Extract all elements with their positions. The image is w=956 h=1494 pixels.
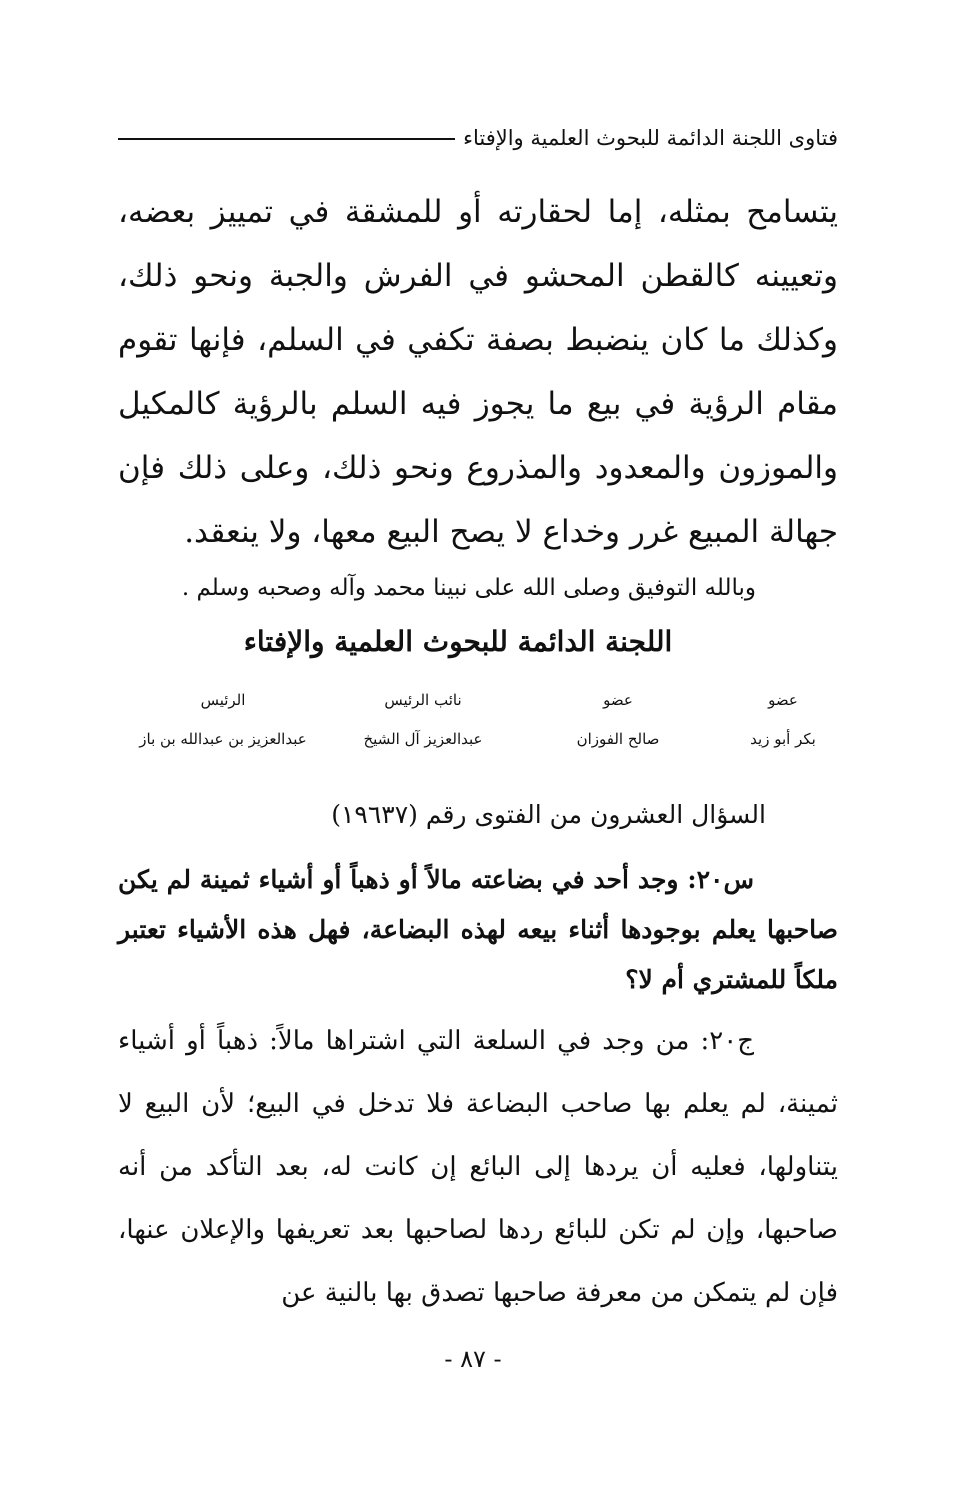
signature-member-3 — [338, 690, 508, 750]
answer-body: ج٢٠: من وجد في السلعة التي اشتراها مالاً: ذهباً أو أشياء ثمينة، لم يعلم بها صاحب البضاعة فلا تدخل في البيع؛ لأن البيع لا يتناولها، فعليه أن يردها إلى البائع إن كانت له، بعد التأكد من أنه صاحبها، وإن لم تكن للبائع ردها لصاحبها بعد تعريفها والإعلان عنها، فإن لم يتمكن من معرفة صاحبها تصدق بها بالنية عن — [118, 1026, 838, 1308]
answer-text — [118, 1010, 838, 1325]
signature-role: نائب الرئيس — [384, 691, 462, 709]
committee-title: اللجنة الدائمة للبحوث العلمية والإفتاء — [243, 625, 673, 658]
header-rule — [118, 138, 455, 140]
signature-name: عبدالعزيز آل الشيخ — [363, 730, 483, 748]
running-header — [118, 118, 838, 158]
question-heading: السؤال العشرون من الفتوى رقم (١٩٦٣٧) — [331, 800, 766, 829]
signature-name: صالح الفوزان — [576, 730, 660, 748]
page-number: - ٨٧ - — [444, 1345, 502, 1373]
signature-name: عبدالعزيز بن عبدالله بن باز — [139, 730, 307, 748]
signature-role: عضو — [768, 691, 798, 709]
body-paragraph: يتسامح بمثله، إما لحقارته أو للمشقة في تمييز بعضه، وتعيينه كالقطن المحشو في الفرش والجبة ونحو ذلك، وكذلك ما كان ينضبط بصفة تكفي في السلم، فإنها تقوم مقام الرؤية في بيع ما يجوز فيه السلم بالرؤية كالمكيل والموزون والمعدود والمذروع ونحو ذلك، وعلى ذلك فإن جهالة المبيع غرر وخداع لا يصح البيع معها، ولا ينعقد. — [118, 194, 838, 550]
question-body: س٢٠: وجد أحد في بضاعته مالاً أو ذهباً أو أشياء ثمينة لم يكن صاحبها يعلم بوجودها أثناء بيعه لهذه البضاعة، فهل هذه الأشياء تعتبر ملكاً للمشتري أم لا؟ — [118, 865, 838, 994]
signature-member-1 — [728, 690, 838, 750]
closing-line: وبالله التوفيق وصلى الله على نبينا محمد وآله وصحبه وسلم . — [181, 575, 756, 601]
running-header-title: فتاوى اللجنة الدائمة للبحوث العلمية والإفتاء — [463, 126, 838, 150]
signature-role: الرئيس — [200, 691, 246, 709]
signature-member-2 — [558, 690, 678, 750]
question-text — [118, 855, 838, 1005]
signature-member-4 — [118, 690, 328, 750]
signature-name: بكر أبو زيد — [750, 730, 816, 748]
signature-role: عضو — [603, 691, 633, 709]
